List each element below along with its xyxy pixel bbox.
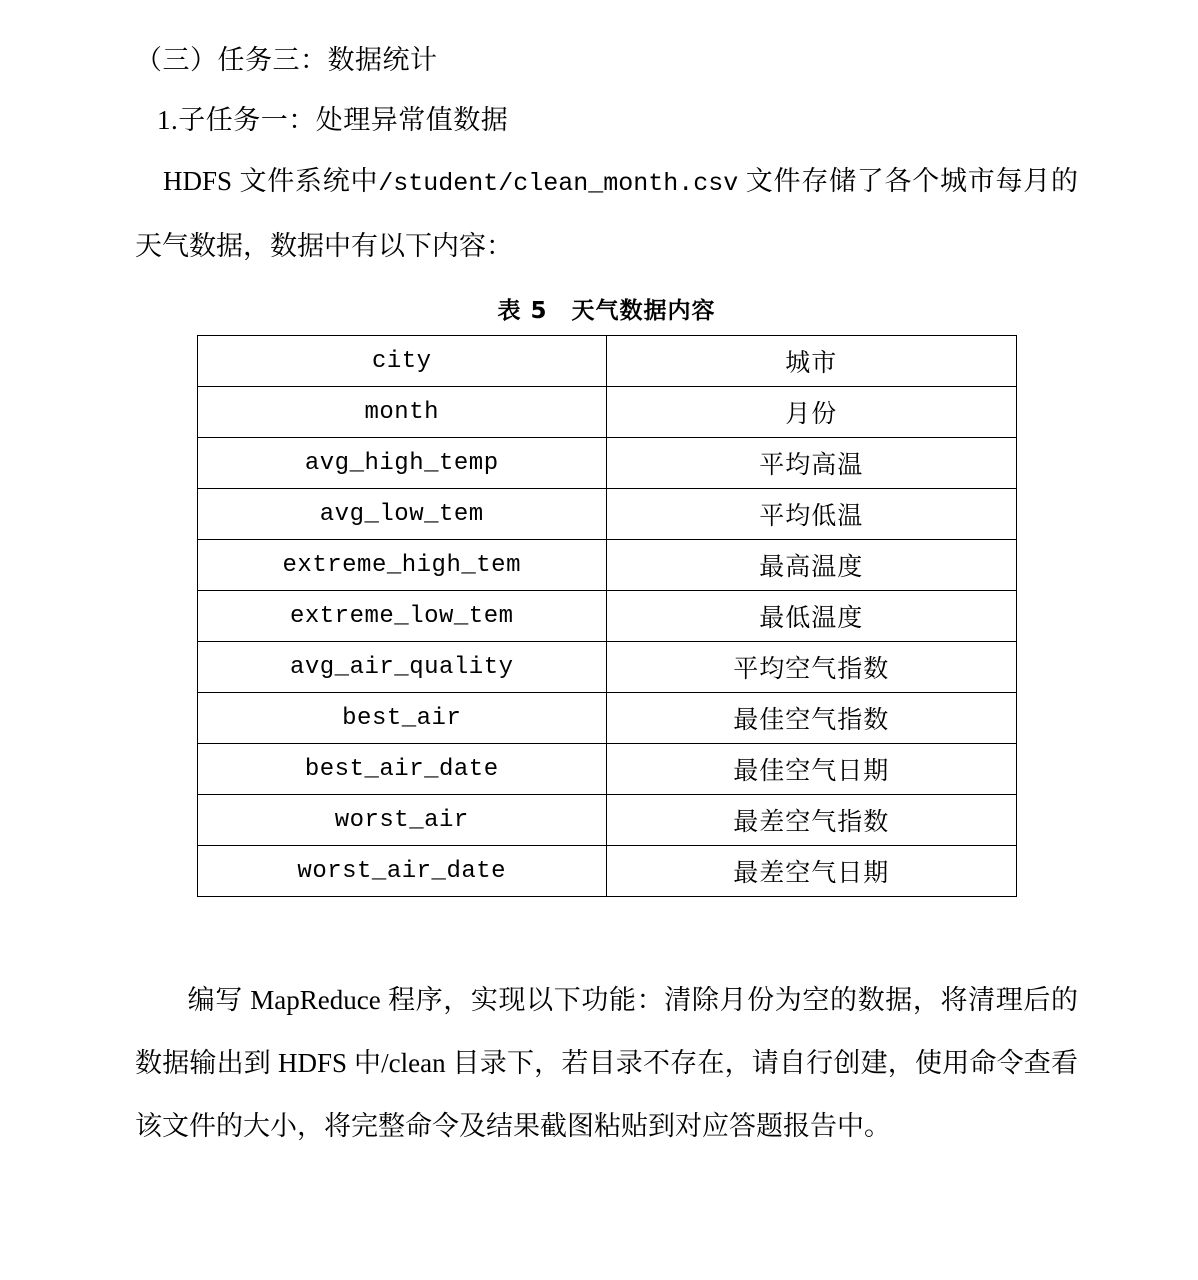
field-name-cell: extreme_high_tem	[197, 540, 607, 591]
field-name-cell: avg_air_quality	[197, 642, 607, 693]
table-row	[197, 336, 1016, 387]
table-row	[197, 693, 1016, 744]
field-label-cell: 最低温度	[607, 591, 1017, 642]
table-caption: 表 5 天气数据内容	[497, 298, 716, 324]
field-label-cell: 最佳空气日期	[607, 744, 1017, 795]
weather-data-table	[197, 335, 1017, 897]
field-name-cell: city	[197, 336, 607, 387]
intro-text-part1: HDFS 文件系统中	[163, 166, 379, 196]
table-row	[197, 438, 1016, 489]
field-name-cell: avg_high_temp	[197, 438, 607, 489]
field-name-cell: avg_low_tem	[197, 489, 607, 540]
field-label-cell: 最差空气日期	[607, 846, 1017, 897]
field-label-cell: 月份	[607, 387, 1017, 438]
field-name-cell: month	[197, 387, 607, 438]
final-paragraph	[135, 969, 1078, 1158]
field-name-cell: worst_air	[197, 795, 607, 846]
table-row	[197, 540, 1016, 591]
table-row	[197, 489, 1016, 540]
hdfs-file-path: /student/clean_month.csv	[378, 169, 739, 198]
intro-text-part2: 文件存储了各个城市每月的天气数据，数据中有以下内容：	[135, 166, 1078, 261]
subsection-heading: 1.子任务一：处理异常值数据	[157, 105, 509, 135]
field-name-cell: best_air_date	[197, 744, 607, 795]
table-row	[197, 795, 1016, 846]
table-row	[197, 846, 1016, 897]
field-label-cell: 最差空气指数	[607, 795, 1017, 846]
intro-paragraph	[135, 150, 1078, 278]
section-heading: （三）任务三：数据统计	[135, 45, 438, 75]
table-row	[197, 591, 1016, 642]
field-label-cell: 城市	[607, 336, 1017, 387]
spacer	[135, 897, 1078, 969]
table-row	[197, 744, 1016, 795]
field-label-cell: 最高温度	[607, 540, 1017, 591]
field-name-cell: worst_air_date	[197, 846, 607, 897]
table-row	[197, 642, 1016, 693]
field-label-cell: 平均空气指数	[607, 642, 1017, 693]
field-label-cell: 平均低温	[607, 489, 1017, 540]
field-name-cell: extreme_low_tem	[197, 591, 607, 642]
field-label-cell: 平均高温	[607, 438, 1017, 489]
field-name-cell: best_air	[197, 693, 607, 744]
field-label-cell: 最佳空气指数	[607, 693, 1017, 744]
table-row	[197, 387, 1016, 438]
final-paragraph-text: 编写 MapReduce 程序，实现以下功能：清除月份为空的数据，将清理后的数据输出到 HDFS 中/clean 目录下，若目录不存在，请自行创建，使用命令查看该文件的大小，将完整命令及结果截图粘贴到对应答题报告中。	[135, 985, 1078, 1141]
